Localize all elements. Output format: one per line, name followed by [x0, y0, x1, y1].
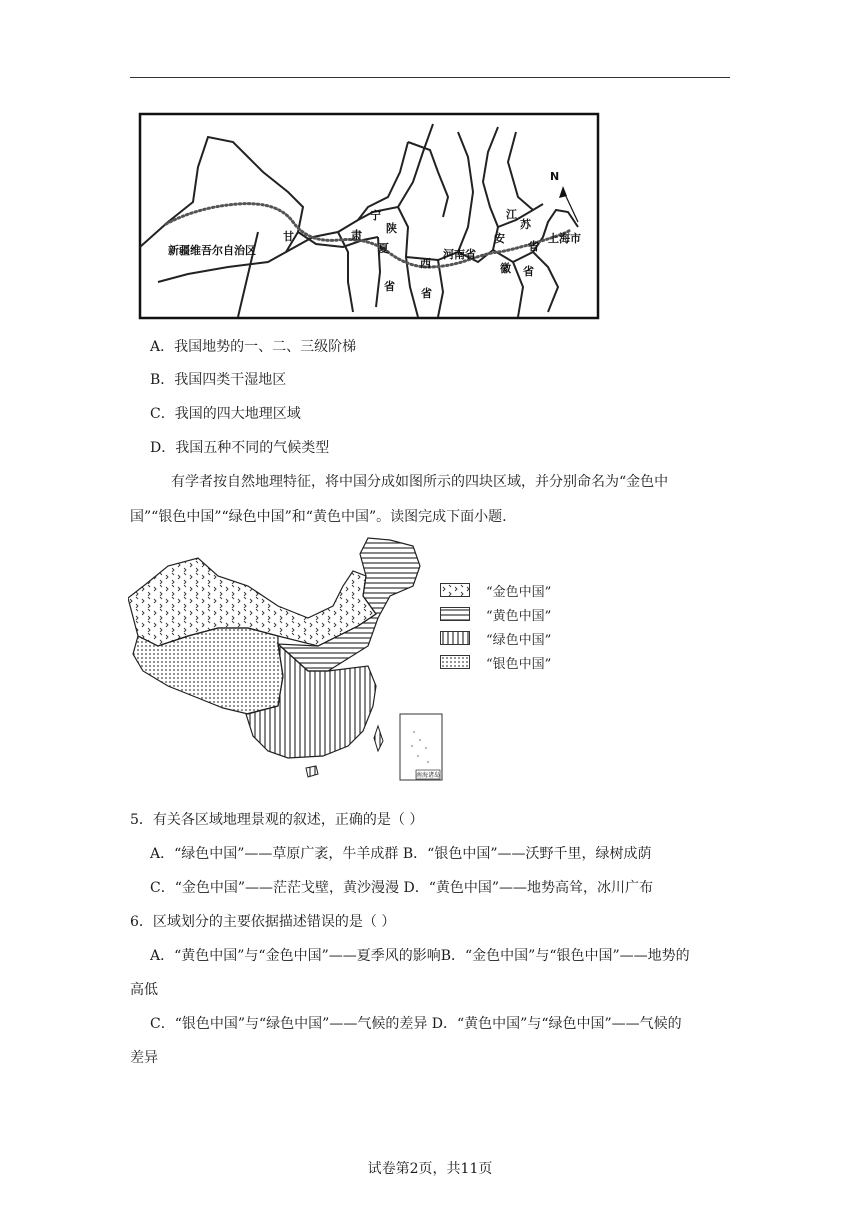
q6-options-row-2: C．“银色中国”与“绿色中国”——气候的差异 D．“黄色中国”与“绿色中国”——气候的 [150, 1016, 682, 1032]
q5-options-row-2: C．“金色中国”——茫茫戈壁，黄沙漫漫 D．“黄色中国”——地势高耸，冰川广布 [150, 880, 654, 896]
legend-swatch-yellow [440, 607, 470, 621]
label-north: N [550, 170, 560, 183]
label-hui: 徽 [500, 262, 511, 275]
legend-label-yellow: “黄色中国” [486, 608, 552, 624]
label-gan: 甘 [283, 230, 294, 243]
legend-item-yellow [440, 606, 551, 622]
label-xia: 夏 [378, 242, 389, 255]
q6-options-row-2-cont: 差异 [130, 1050, 158, 1066]
legend-label-green: “绿色中国” [486, 632, 552, 648]
label-su: 肃 [351, 229, 362, 242]
q6-options-row-1: A．“黄色中国”与“金色中国”——夏季风的影响B．“金色中国”与“银色中国”——地势的 [150, 948, 690, 964]
page-footer: 试卷第2页，共11页 [367, 1161, 493, 1177]
intro-line-2: 国”“银色中国”“绿色中国”和“黄色中国”。读图完成下面小题. [130, 509, 507, 525]
label-xinjiang: 新疆维吾尔自治区 [168, 244, 256, 257]
label-su2: 苏 [520, 218, 531, 231]
label-shaan: 陕 [386, 222, 397, 235]
q4-option-a: A．我国地势的一、二、三级阶梯 [150, 339, 357, 355]
legend-swatch-silver [440, 655, 470, 669]
q5-options-row-1: A．“绿色中国”——草原广袤，牛羊成群 B．“银色中国”——沃野千里，绿树成荫 [150, 846, 652, 862]
q6-stem: 6．区域划分的主要依据描述错误的是（ ） [130, 914, 396, 930]
legend-swatch-green [440, 631, 470, 645]
route-map [138, 112, 600, 322]
q6-options-row-1-cont: 高低 [130, 982, 158, 998]
legend-item-silver [440, 654, 551, 670]
label-sheng3: 省 [523, 265, 534, 278]
inset-label: 南海诸岛 [415, 772, 441, 779]
q4-option-b: B．我国四类干湿地区 [150, 372, 287, 388]
legend-swatch-golden [440, 583, 470, 597]
map1-frame [140, 114, 598, 318]
q5-stem: 5．有关各区域地理景观的叙述，正确的是（ ） [130, 812, 424, 828]
south-china-sea-inset [400, 714, 442, 780]
label-shanghai: 上海市 [548, 232, 581, 245]
q4-option-c: C．我国的四大地理区域 [150, 406, 301, 422]
label-jiang: 江 [506, 208, 517, 221]
label-an: 安 [494, 232, 505, 245]
legend-label-silver: “银色中国” [486, 656, 552, 672]
label-sheng1: 省 [384, 280, 395, 293]
label-xi: 西 [420, 257, 431, 270]
q4-option-d: D．我国五种不同的气候类型 [150, 440, 330, 456]
label-ning: 宁 [370, 209, 381, 222]
intro-line-1: 有学者按自然地理特征，将中国分成如图所示的四块区域，并分别命名为“金色中 [171, 474, 669, 490]
legend-label-golden: “金色中国” [486, 584, 552, 600]
taiwan-island [374, 726, 383, 751]
china-region-map [128, 536, 448, 784]
legend-item-golden [440, 582, 551, 598]
label-henan: 河南省 [443, 248, 476, 261]
header-rule [130, 77, 730, 78]
hainan-island [306, 766, 318, 777]
legend-item-green [440, 630, 551, 646]
label-sheng2: 省 [421, 287, 432, 300]
label-sheng4: 省 [528, 240, 539, 253]
